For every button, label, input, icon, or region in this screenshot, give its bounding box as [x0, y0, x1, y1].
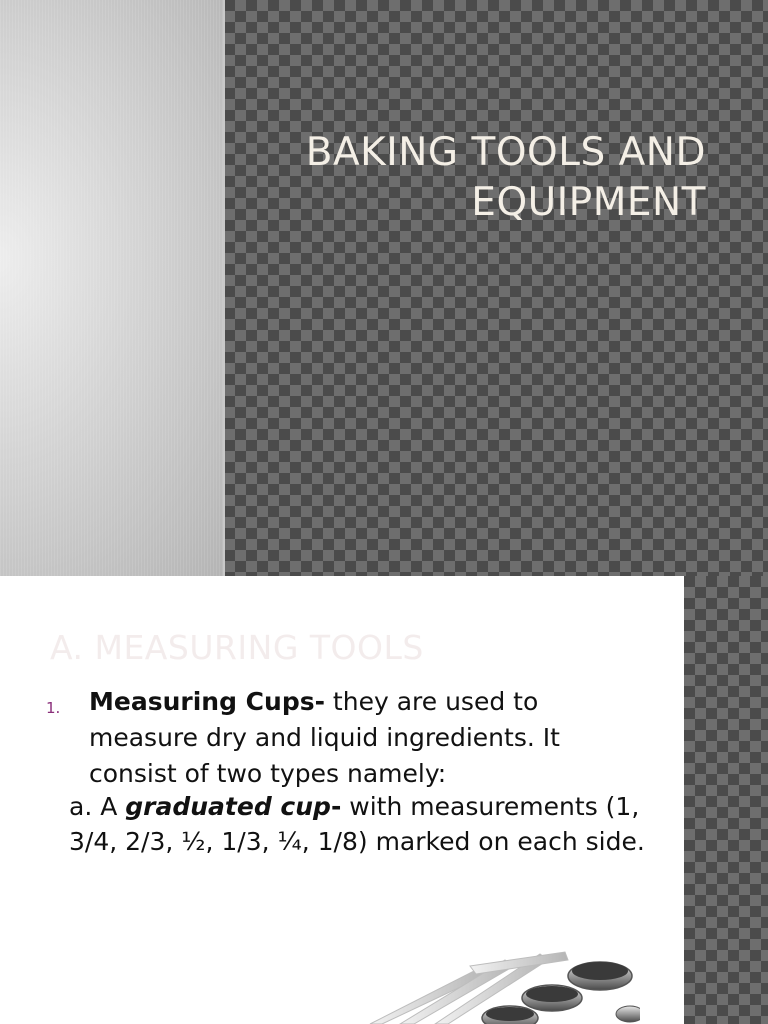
section-heading: A. MEASURING TOOLS	[50, 628, 424, 667]
sub-item-a	[69, 789, 649, 859]
panel-texture	[0, 0, 224, 576]
slide-title-line-1: BAKING TOOLS AND	[305, 130, 706, 175]
panel-divider	[223, 0, 225, 576]
sub-item-description: with measurements (1, 3/4, 2/3, ½, 1/3, ¼, 1/8) marked on each side.	[69, 792, 645, 856]
sub-item-term: graduated cup	[125, 792, 331, 821]
slide-title-line-2: EQUIPMENT	[471, 180, 706, 225]
slide-title	[246, 128, 706, 228]
list-item	[46, 684, 646, 792]
list-number: 1.	[46, 699, 61, 717]
item-description: they are used to measure dry and liquid ingredients. It consist of two types namely:	[89, 687, 560, 788]
sub-item-prefix: a. A	[69, 792, 126, 821]
diamond-pattern-strip	[684, 576, 768, 1024]
list-item-body	[89, 684, 646, 792]
diamond-pattern-background	[224, 0, 768, 576]
gradient-side-panel	[0, 0, 224, 576]
item-term: Measuring Cups-	[89, 687, 325, 716]
sub-item-dash: -	[330, 792, 342, 821]
content-slide	[0, 576, 768, 1024]
measuring-cups-image	[330, 906, 640, 1024]
